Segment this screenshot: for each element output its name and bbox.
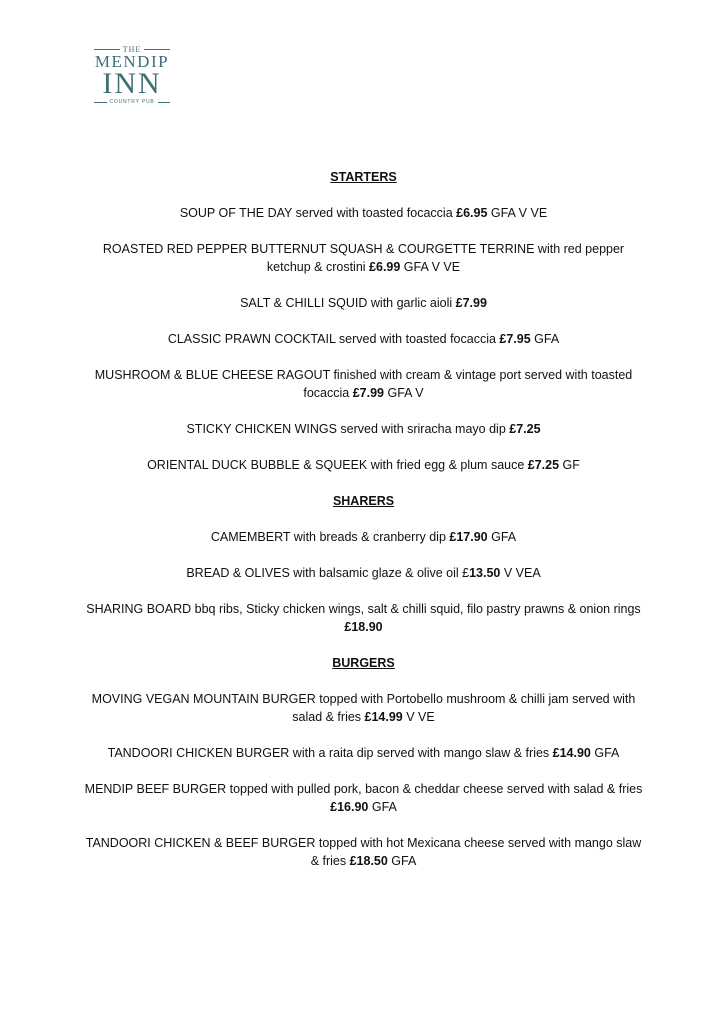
price: £6.99 — [369, 260, 401, 274]
menu-item: STICKY CHICKEN WINGS served with sriracha mayo dip £7.25 — [186, 422, 541, 436]
price: £7.25 — [509, 422, 541, 436]
menu-item: ORIENTAL DUCK BUBBLE & SQUEEK with fried egg & plum sauce £7.25 GF — [147, 458, 580, 472]
menu-item: MENDIP BEEF BURGER topped with pulled pork, bacon & cheddar cheese served with salad & fries £16.90 GFA — [84, 782, 643, 814]
price: 13.50 — [469, 566, 501, 580]
price: £7.25 — [527, 458, 560, 472]
price: £17.90 — [449, 530, 488, 544]
menu-item: MOVING VEGAN MOUNTAIN BURGER topped with Portobello mushroom & chilli jam served with salad & fries £14.99 V VE — [91, 692, 636, 724]
price: £7.99 — [455, 296, 487, 310]
price: £14.99 — [364, 710, 403, 724]
menu-item: ROASTED RED PEPPER BUTTERNUT SQUASH & COURGETTE TERRINE with red pepper ketchup & crostini £6.99 GFA V VE — [102, 242, 625, 274]
section-title-sharers: SHARERS — [332, 494, 395, 508]
menu — [80, 168, 647, 888]
section-title-starters: STARTERS — [330, 170, 397, 184]
price: £16.90 — [330, 800, 369, 814]
price: £18.50 — [349, 854, 388, 868]
menu-item: MUSHROOM & BLUE CHEESE RAGOUT finished with cream & vintage port served with toasted focaccia £7.99 GFA V — [94, 368, 633, 400]
logo-inn: INN — [102, 67, 162, 100]
price: £18.90 — [344, 620, 383, 634]
price: £14.90 — [552, 746, 591, 760]
menu-item: SOUP OF THE DAY served with toasted focaccia £6.95 GFA V VE — [179, 206, 548, 220]
menu-item: SALT & CHILLI SQUID with garlic aioli £7.99 — [240, 296, 487, 310]
price: £6.95 — [456, 206, 488, 220]
menu-item: CAMEMBERT with breads & cranberry dip £17.90 GFA — [210, 530, 517, 544]
price: £7.99 — [352, 386, 384, 400]
menu-item: SHARING BOARD bbq ribs, Sticky chicken wings, salt & chilli squid, filo pastry prawns & onion rings £18.90 — [86, 602, 641, 634]
logo-subtitle: COUNTRY PUB — [91, 98, 173, 106]
price: £7.95 — [499, 332, 531, 346]
menu-item: BREAD & OLIVES with balsamic glaze & olive oil £13.50 V VEA — [186, 566, 541, 580]
menu-item: TANDOORI CHICKEN & BEEF BURGER topped with hot Mexicana cheese served with mango slaw & fries £18.50 GFA — [85, 836, 642, 868]
section-title-burgers: BURGERS — [332, 656, 395, 670]
logo-mendip: MENDIP — [94, 52, 170, 71]
menu-item: TANDOORI CHICKEN BURGER with a raita dip served with mango slaw & fries £14.90 GFA — [107, 746, 620, 760]
logo-the: THE — [91, 45, 173, 54]
menu-item: CLASSIC PRAWN COCKTAIL served with toasted focaccia £7.95 GFA — [167, 332, 560, 346]
logo — [91, 45, 173, 110]
